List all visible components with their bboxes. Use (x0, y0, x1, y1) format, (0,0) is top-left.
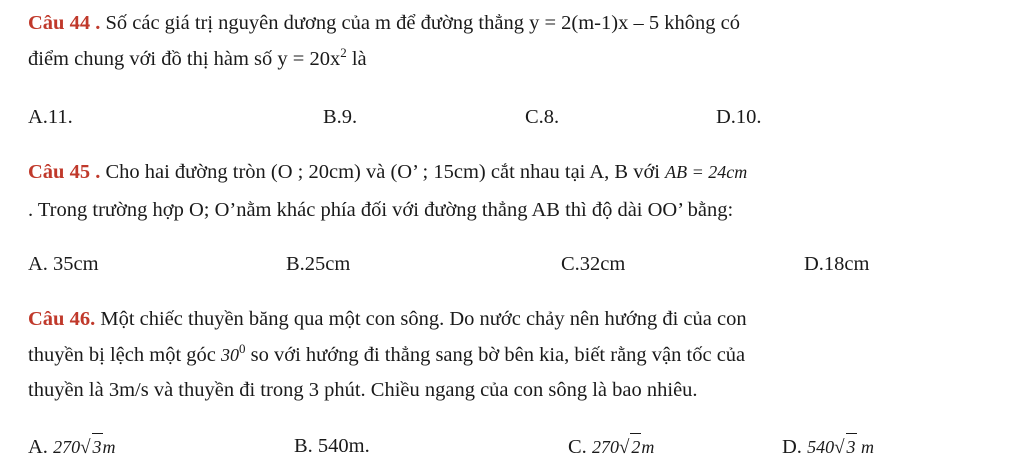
q45-text-2a: . Trong trường hợp O; O’nằm khác phía đối với đường thẳng AB thì độ dài (28, 199, 648, 221)
q45-ab-length: AB = 24cm (665, 162, 748, 182)
q45-circle-o-prime: (O’ ; 15cm) (390, 161, 486, 183)
q45-label: Câu 45 . (28, 161, 101, 183)
q46-option-a-coef: 270 (53, 437, 81, 457)
q46-text-2b: so với hướng đi thẳng sang bờ bên kia, biết rằng vận tốc của (245, 344, 746, 366)
q46-text-2a: thuyền bị lệch một góc (28, 344, 221, 366)
q46-degree: 0 (239, 341, 246, 357)
q44-option-d: D.10. (716, 106, 762, 128)
q46-option-c-sqrt: √ 2 (619, 433, 641, 461)
q44-label: Câu 44 . (28, 12, 101, 34)
q44-text-1a: Số các giá trị nguyên dương của m để đường thẳng (105, 12, 530, 34)
q46-option-d-prefix: D. (782, 436, 808, 458)
q45-option-a: A. 35cm (28, 253, 99, 275)
q44-exponent: 2 (340, 45, 347, 61)
q44-text-1b: không có (659, 12, 740, 34)
q45-text-2b: bằng: (682, 199, 734, 221)
q46-option-b-text: B. 540m. (294, 435, 370, 457)
q44-line-1 (28, 10, 740, 36)
q46-option-d-radicand: 3 (846, 433, 857, 460)
q44-text-2b: là (346, 48, 367, 70)
q44-option-a: A.11. (28, 106, 73, 128)
q45-option-d: D.18cm (804, 253, 870, 275)
q46-option-b (294, 433, 370, 459)
q44-equation-line: y = 2(m-1)x – 5 (529, 12, 660, 34)
q45-option-c: C.32cm (561, 253, 626, 275)
q45-text-1c: cắt nhau tại A, B với (485, 161, 666, 183)
q46-line-2 (28, 342, 745, 368)
q46-option-d-coef: 540 (807, 437, 835, 457)
q44-option-b: B.9. (323, 106, 358, 128)
q45-line-1 (28, 159, 747, 185)
q46-label: Câu 46. (28, 308, 96, 330)
q46-option-a-radicand: 3 (92, 433, 103, 460)
q46-option-d-unit: m (856, 437, 874, 457)
q46-option-c-prefix: C. (568, 436, 592, 458)
q46-option-c-radicand: 2 (630, 433, 641, 460)
q46-option-c (568, 433, 654, 461)
q46-option-c-unit: m (641, 437, 655, 457)
q46-option-a-sqrt: √ 3 (80, 433, 102, 461)
q45-text-1b: và (360, 161, 391, 183)
q45-line-2 (28, 197, 733, 223)
q46-line-3 (28, 377, 698, 403)
q46-text-3: thuyền là 3m/s và thuyền đi trong 3 phút. Chiều ngang của con sông là bao nhiêu. (28, 379, 698, 401)
q46-option-c-coef: 270 (591, 437, 619, 457)
q45-oo-prime: OO’ (647, 199, 683, 221)
q46-text-1: Một chiếc thuyền băng qua một con sông. Do nước chảy nên hướng đi của con (95, 308, 747, 330)
q46-option-a-prefix: A. (28, 436, 54, 458)
q45-text-1a: Cho hai đường tròn (100, 161, 271, 183)
q46-option-a-unit: m (102, 437, 116, 457)
q46-line-1 (28, 306, 747, 332)
q44-line-2 (28, 46, 367, 72)
q46-option-d-sqrt: √ 3 (834, 433, 856, 461)
q46-option-a (28, 433, 116, 461)
q44-equation-parabola: y = 20x (277, 48, 341, 70)
q46-angle: 30 (221, 345, 239, 365)
q45-option-b: B.25cm (286, 253, 351, 275)
q44-option-c: C.8. (525, 106, 560, 128)
q45-circle-o: (O ; 20cm) (270, 161, 361, 183)
q46-option-d (782, 433, 874, 461)
q44-text-2a: điểm chung với đồ thị hàm số (28, 48, 278, 70)
